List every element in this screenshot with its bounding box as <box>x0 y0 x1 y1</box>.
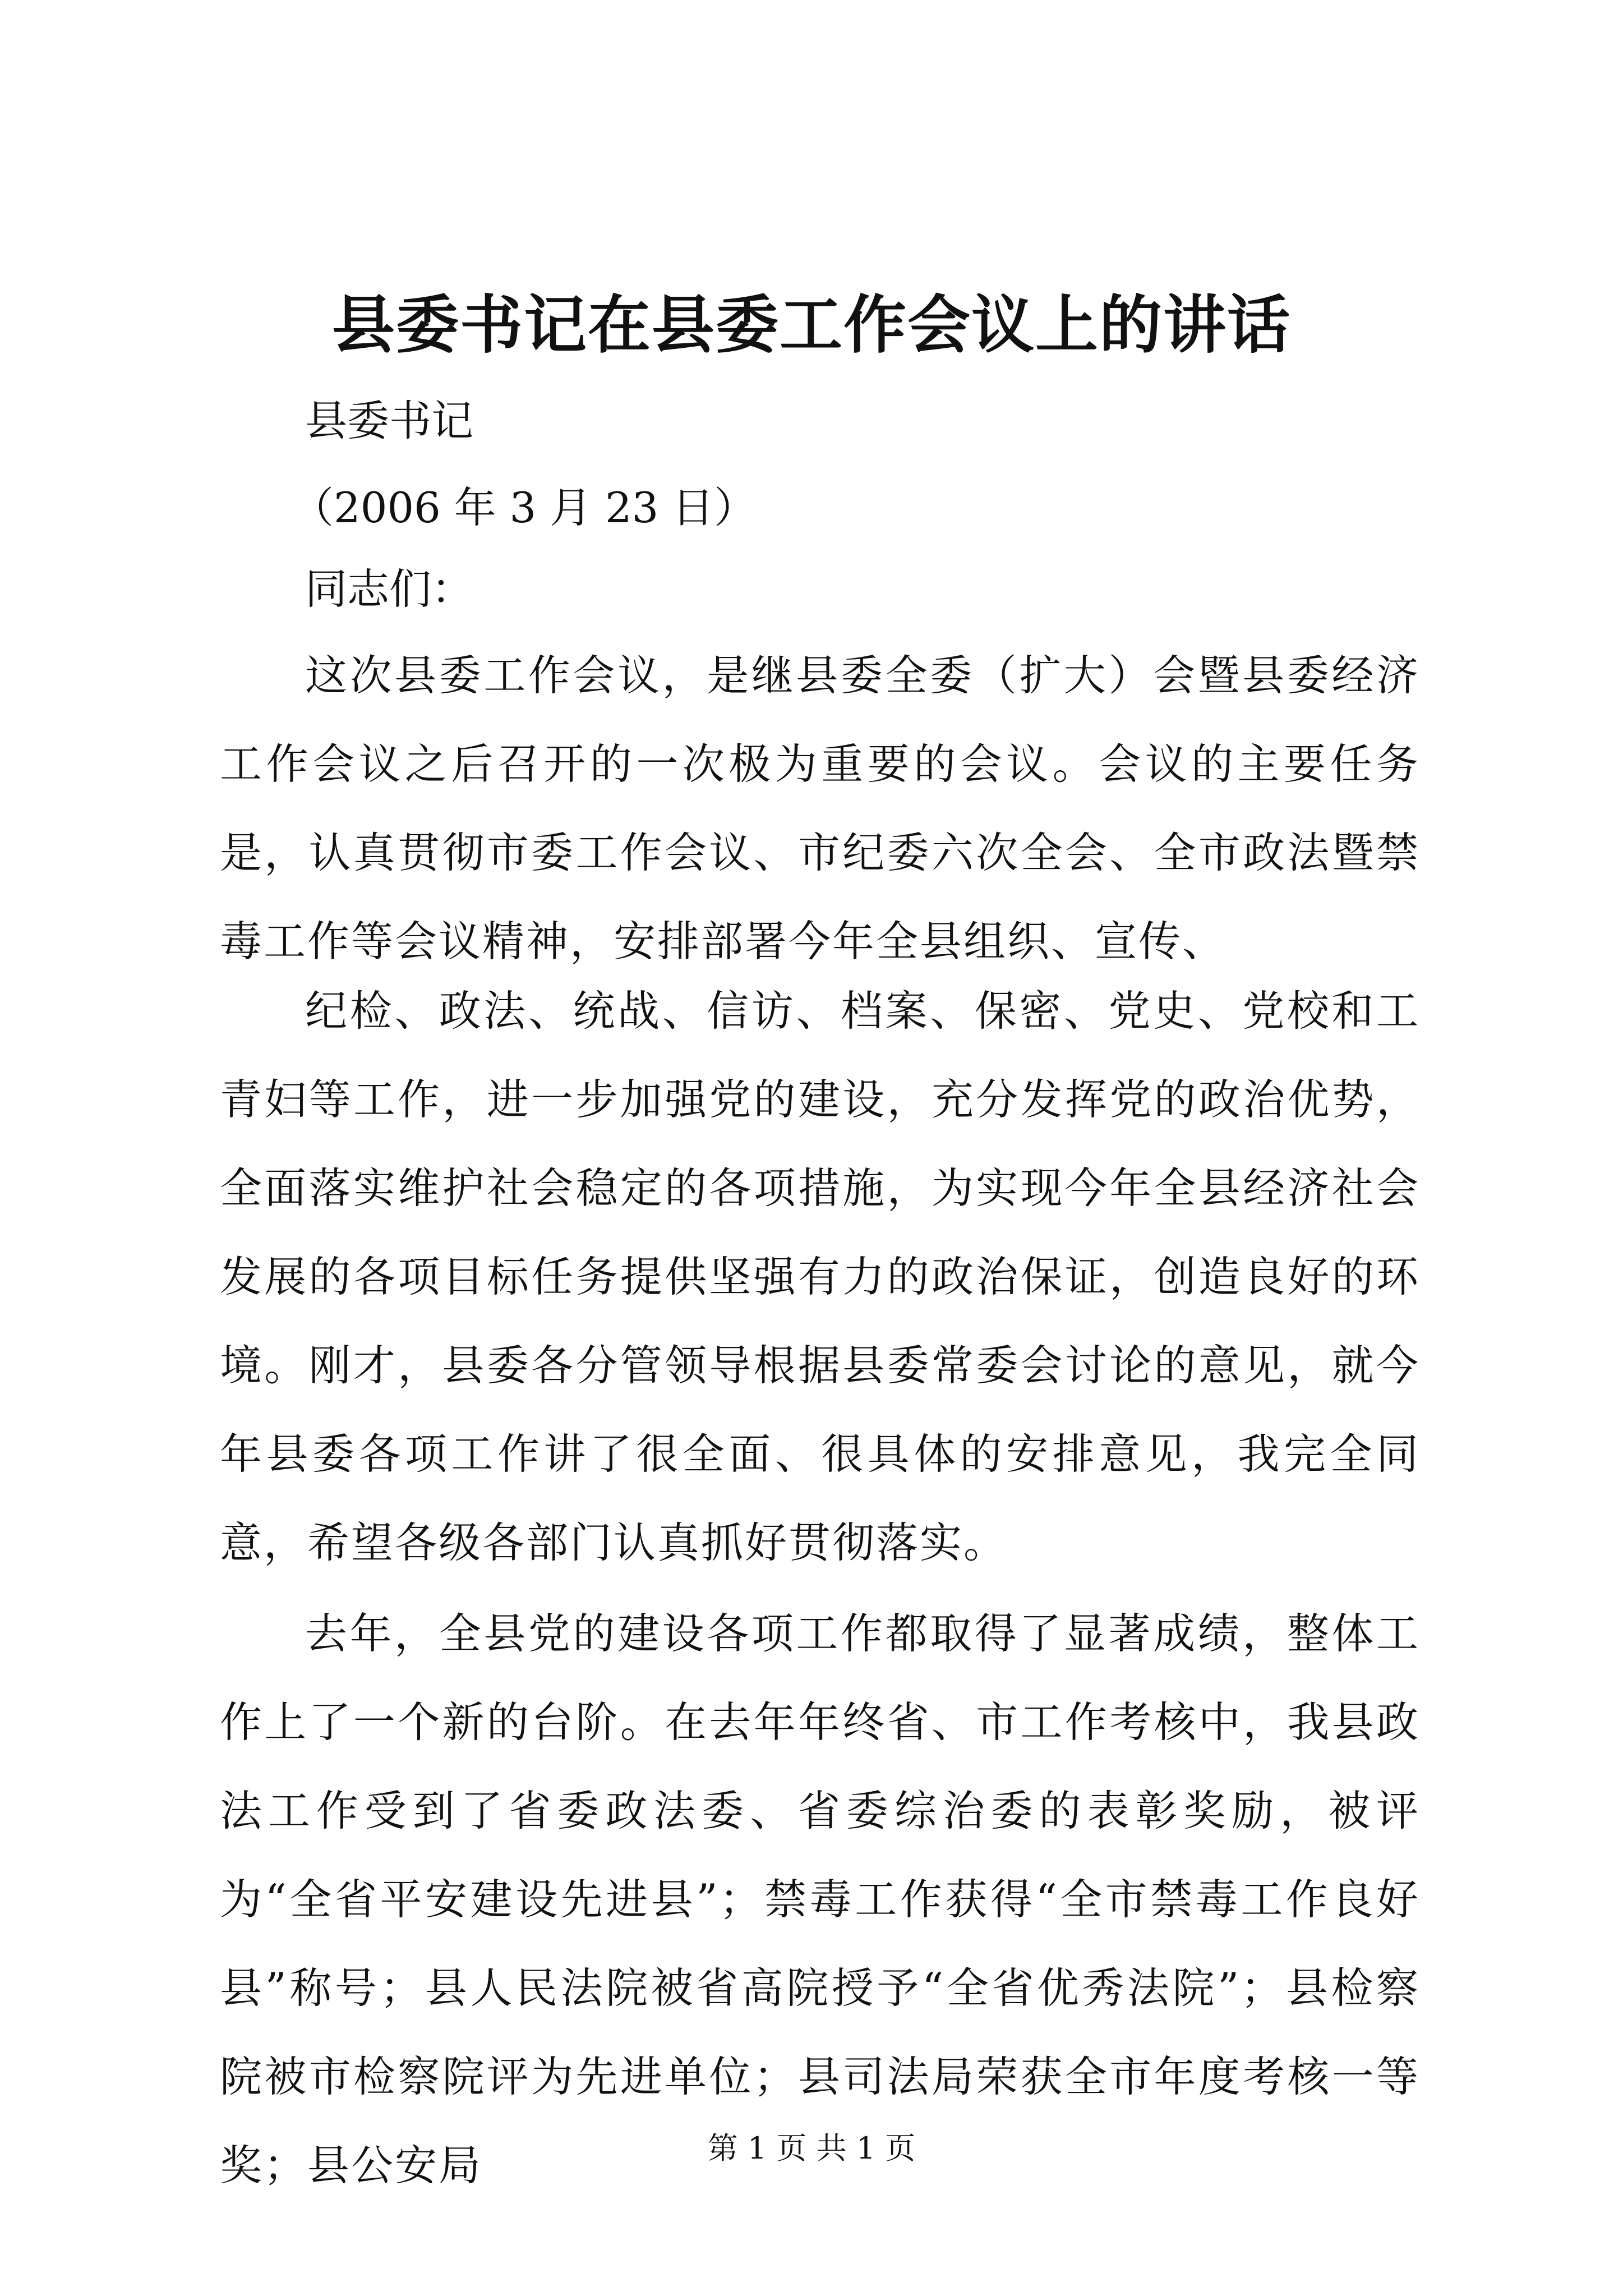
paragraph-1: 这次县委工作会议，是继县委全委（扩大）会暨县委经济工作会议之后召开的一次极为重要的会议。会议的主要任务是，认真贯彻市委工作会议、市纪委六次全会、全市政法暨禁毒工作等会议精神，安排部署今年全县组织、宣传、 <box>220 651 1420 966</box>
paragraph-3: 去年，全县党的建设各项工作都取得了显著成绩，整体工作上了一个新的台阶。在去年年终省、市工作考核中，我县政法工作受到了省委政法委、省委综治委的表彰奖励，被评为“全省平安建设先进县”；禁毒工作获得“全市禁毒工作良好县”称号；县人民法院被省高院授予“全省优秀法院”；县检察院被市检察院评为先进单位；县司法局荣获全市年度考核一等奖；县公安局 <box>220 1609 1420 2190</box>
document-title: 县委书记在县委工作会议上的讲话 <box>332 288 1291 362</box>
author-line: 县委书记 <box>305 396 474 445</box>
date-line: （2006 年 3 月 23 日） <box>292 483 757 532</box>
paragraph-2: 纪检、政法、统战、信访、档案、保密、党史、党校和工青妇等工作，进一步加强党的建设，充分发挥党的政治优势，全面落实维护社会稳定的各项措施，为实现今年全县经济社会发展的各项目标任务提供坚强有力的政治保证，创造良好的环境。刚才，县委各分管领导根据县委常委会讨论的意见，就今年县委各项工作讲了很全面、很具体的安排意见，我完全同意，希望各级各部门认真抓好贯彻落实。 <box>220 986 1420 1567</box>
page-footer: 第 1 页 共 1 页 <box>707 2131 916 2166</box>
salutation: 同志们： <box>305 564 474 614</box>
